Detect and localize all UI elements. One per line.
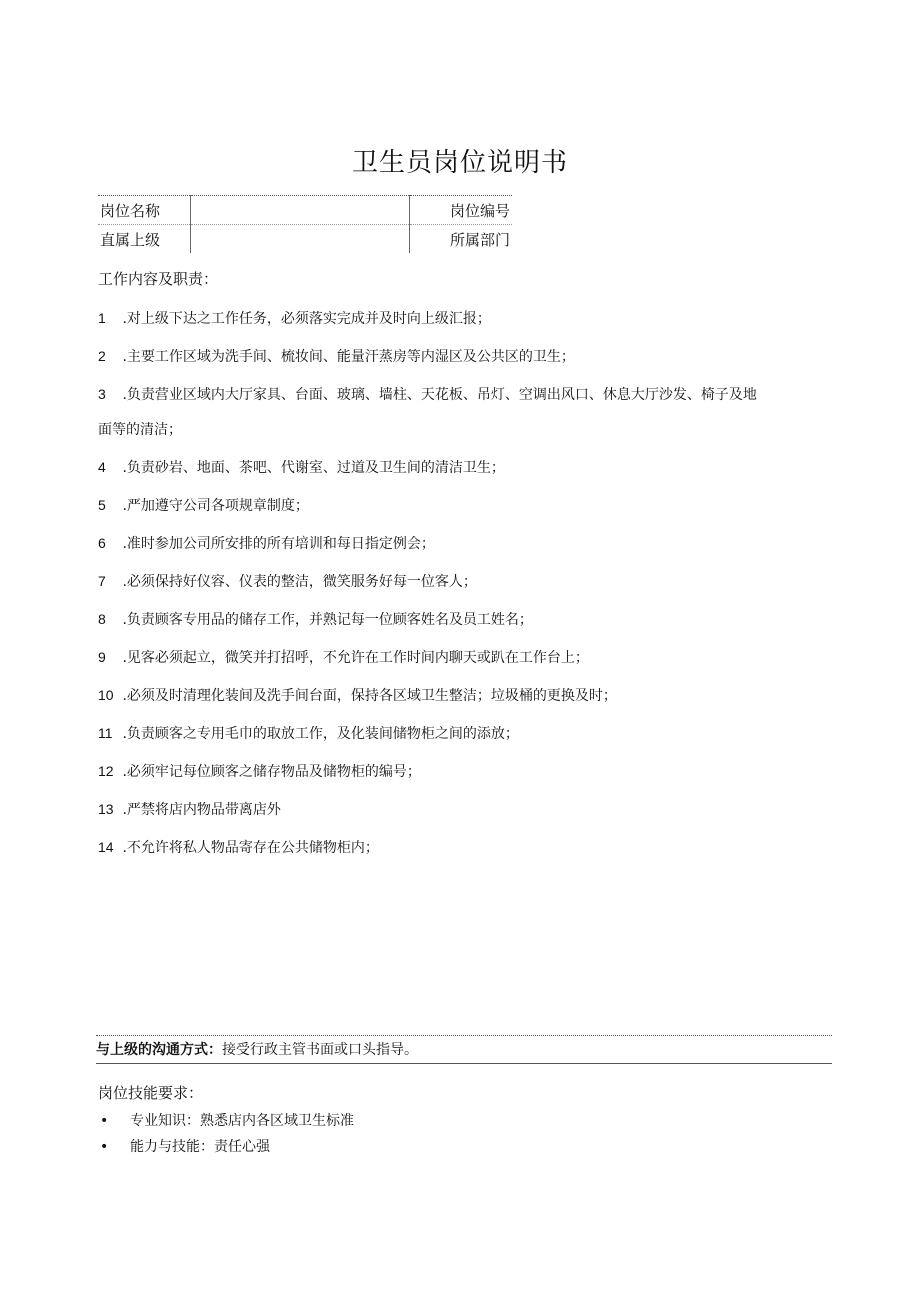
duty-text: .负责砂岩、地面、茶吧、代谢室、过道及卫生间的清洁卫生； [122,460,505,476]
duty-number: 1 [98,310,106,326]
position-code-label: 岗位编号 [410,196,513,225]
duty-number: 7 [98,573,106,589]
duty-number: 11 [98,725,113,741]
duty-number: 5 [98,497,106,513]
duty-number: 4 [98,459,106,475]
duty-text: .必须保持好仪容、仪表的整洁，微笑服务好每一位客人； [122,574,477,590]
list-item [98,449,826,487]
duty-number: 13 [98,801,114,817]
duty-text: .严加遵守公司各项规章制度； [122,498,309,514]
list-item [98,791,826,829]
supervisor-label: 直属上级 [100,230,161,249]
skills-list [100,1108,354,1160]
supervisor-value[interactable] [191,225,410,254]
duty-text: .主要工作区域为洗手间、梳妆间、能量汗蒸房等内湿区及公共区的卫生； [122,349,575,365]
duty-number: 3 [98,386,106,402]
duty-text: .见客必须起立，微笑并打招呼，不允许在工作时间内聊天或趴在工作台上； [122,650,589,666]
list-item [98,487,826,525]
list-item [100,1108,354,1134]
list-item [98,376,826,414]
duty-text: .负责顾客之专用毛巾的取放工作，及化装间储物柜之间的添放； [122,726,519,742]
duty-number: 12 [98,763,114,779]
duty-number: 10 [98,687,114,703]
page-title: 卫生员岗位说明书 [351,148,568,178]
info-row-1 [98,196,512,225]
list-item [98,715,826,753]
position-name-label: 岗位名称 [98,196,191,225]
list-item [98,677,826,715]
duty-number: 9 [98,649,106,665]
list-item [98,338,826,376]
duty-text: 面等的清洁； [98,422,182,438]
duties-heading: 工作内容及职责： [98,270,219,288]
position-name-value[interactable] [191,196,410,225]
list-item [98,300,826,338]
info-row-2 [98,225,512,254]
communication-label: 与上级的沟通方式： [96,1041,222,1057]
duty-text: .对上级下达之工作任务，必须落实完成并及时向上级汇报； [122,311,491,327]
list-item [98,525,826,563]
list-item [100,1134,354,1160]
duty-text: .必须及时清理化装间及洗手间台面，保持各区域卫生整洁；垃圾桶的更换及时； [122,688,617,704]
skill-text: 能力与技能：责任心强 [130,1139,270,1155]
duty-text: .准时参加公司所安排的所有培训和每日指定例会； [122,536,435,552]
duty-number: 2 [98,348,106,364]
duties-list [98,300,826,867]
communication-value: 接受行政主管书面或口头指导。 [222,1042,418,1058]
duty-number: 6 [98,535,106,551]
bullet-icon: • [100,1113,109,1129]
duty-text: .负责顾客专用品的储存工作，并熟记每一位顾客姓名及员工姓名； [122,612,533,628]
department-label: 所属部门 [449,230,510,249]
list-item [98,829,826,867]
list-item [98,639,826,677]
duty-text: .严禁将店内物品带离店外 [122,802,281,818]
skill-text: 专业知识：熟悉店内各区域卫生标准 [130,1113,354,1129]
position-info-table [98,195,512,253]
duty-text: .不允许将私人物品寄存在公共储物柜内； [122,840,379,856]
bullet-icon: • [100,1139,109,1155]
duty-number: 8 [98,611,106,627]
duty-text: .负责营业区域内大厅家具、台面、玻璃、墙柱、天花板、吊灯、空调出风口、休息大厅沙发、椅子及地 [122,387,757,403]
list-item-continuation [98,412,826,449]
list-item [98,753,826,791]
skills-heading: 岗位技能要求： [98,1084,204,1102]
list-item [98,601,826,639]
communication-row [96,1035,832,1064]
duty-text: .必须牢记每位顾客之储存物品及储物柜的编号； [122,764,421,780]
duty-number: 14 [98,839,114,855]
list-item [98,563,826,601]
